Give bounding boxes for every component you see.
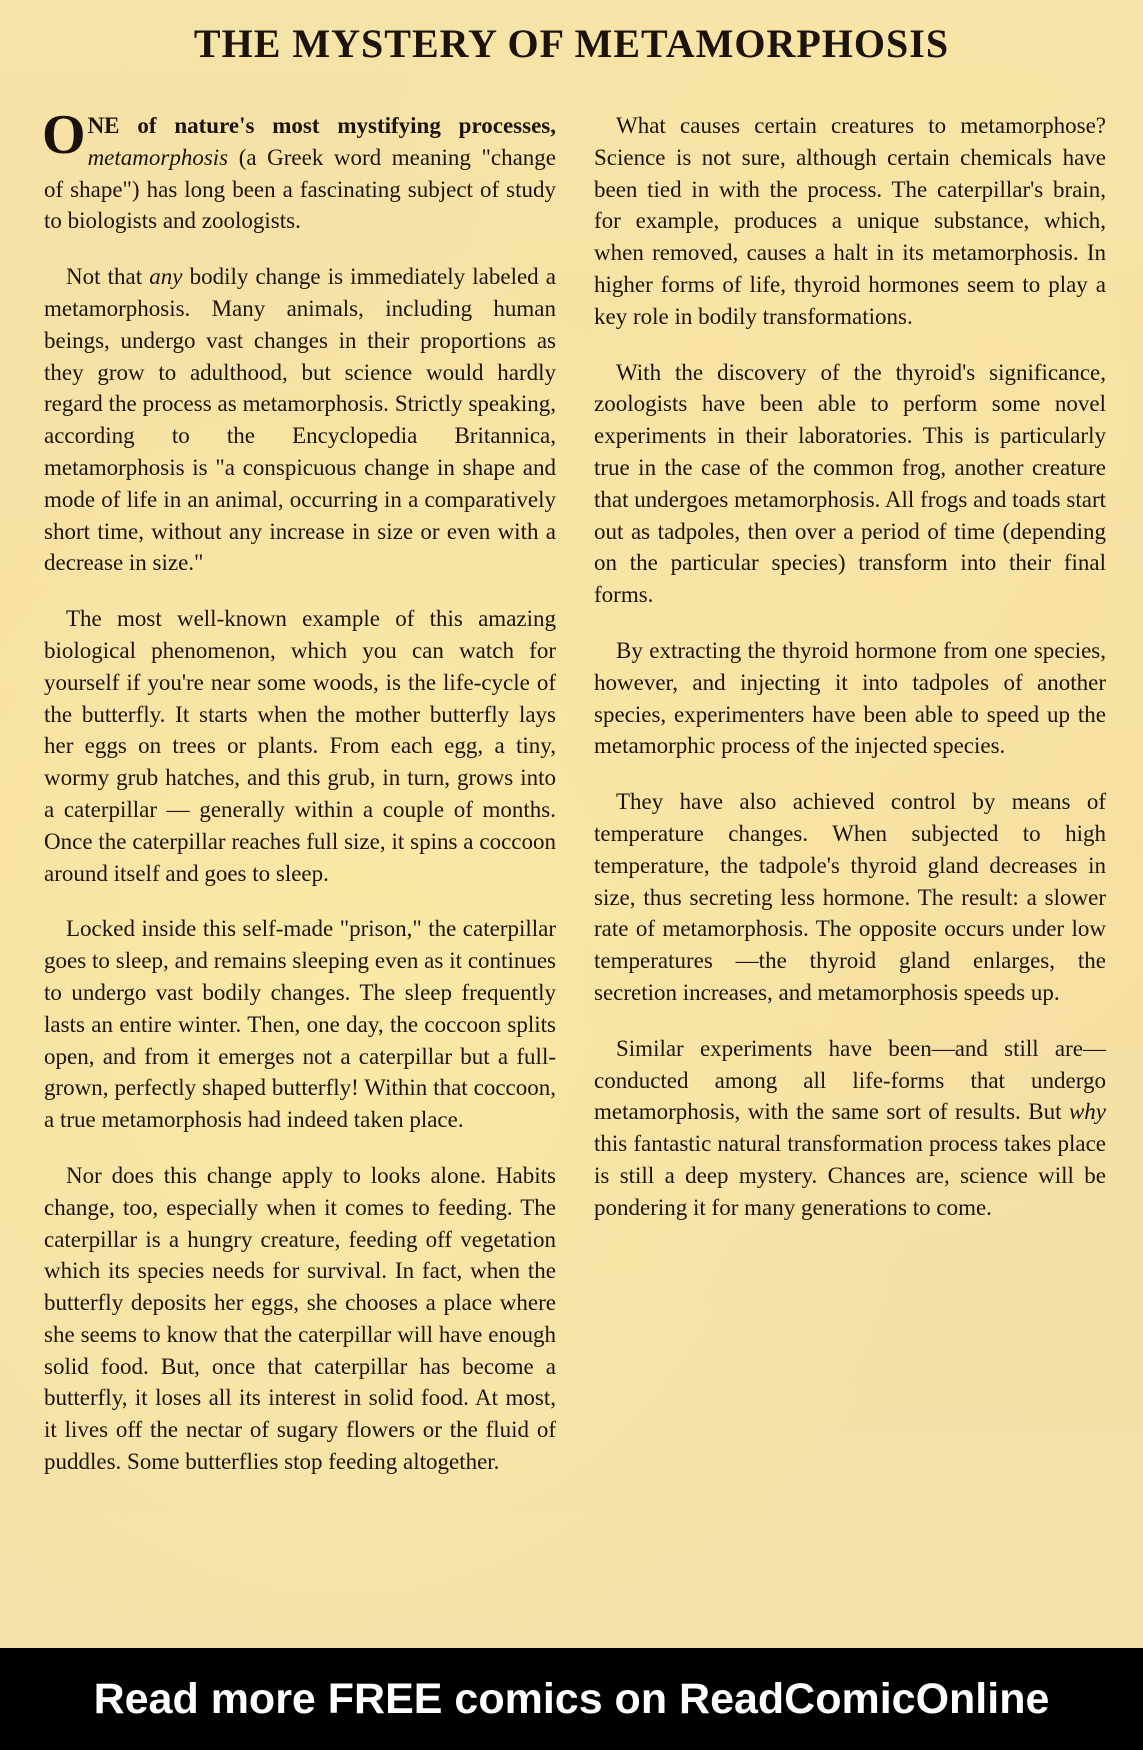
paragraph-text: (a Greek word meaning "change of shape") has long been a fascinating subject of study to biologists and zoologists.: [44, 144, 556, 234]
article-paragraph: They have also achieved control by means of temperature changes. When subjected to high temperature, the tadpole's thyroid gland decreases in size, thus secreting less hormone. The result: a slower rate of metamorphosis. The opposite occurs under low temperatures —the thyroid gland enlarges, the secretion increases, and metamorphosis speeds up.: [594, 789, 1106, 1005]
paragraph-text: this fantastic natural transformation process takes place is still a deep mystery. Chances are, science will be pondering it for many generations to come.: [594, 1131, 1106, 1220]
article-paragraph: [594, 1033, 1106, 1224]
promo-banner[interactable]: [0, 1648, 1143, 1750]
paragraph-text: Similar experiments have been—and still are—conducted among all life-forms that undergo metamorphosis, with the same sort of results. But: [594, 1035, 1106, 1125]
emphasis-text: any: [149, 264, 183, 290]
paragraph-text: bodily change is immediately labeled a metamorphosis. Many animals, including human beings, undergo vast changes in their proportions as they grow to adulthood, but science would hardly regard the process as metamorphosis. Strictly speaking, according to the Encyclopedia Britannica, metamorphosis is "a conspicuous change in shape and mode of life in an animal, occurring in a comparatively short time, without any increase in size or even with a decrease in size.": [44, 264, 557, 576]
article-paragraph: With the discovery of the thyroid's significance, zoologists have been able to perform some novel experiments in their laboratories. This is particularly true in the case of the common frog, another creature that undergoes metamorphosis. All frogs and toads start out as tadpoles, then over a period of time (depending on the particular species) transform into their final forms.: [594, 359, 1106, 608]
article-paragraph: By extracting the thyroid hormone from one species, however, and injecting it into tadpoles of another species, experimenters have been able to speed up the metamorphic process of the injected species.: [594, 637, 1106, 759]
promo-banner-text[interactable]: Read more FREE comics on ReadComicOnline: [93, 1674, 1050, 1723]
article-paragraph: The most well-known example of this amazing biological phenomenon, which you can watch for yourself if you're near some woods, is the life-cycle of the butterfly. It starts when the mother butterfly lays her eggs on trees or plants. From each egg, a tiny, wormy grub hatches, and this grub, in turn, grows into a caterpillar — generally within a couple of months. Once the caterpillar reaches full size, it spins a coccoon around itself and goes to sleep.: [44, 606, 556, 886]
emphasis-text: why: [1068, 1099, 1106, 1125]
paragraph-text: Not that: [66, 264, 143, 290]
drop-cap: O: [42, 104, 86, 166]
article-paragraph: [44, 261, 556, 579]
page-title: THE MYSTERY OF METAMORPHOSIS: [193, 21, 950, 66]
article-paragraph: Locked inside this self-made "prison," the caterpillar goes to sleep, and remains sleeping even as it continues to undergo vast bodily changes. The sleep frequently lasts an entire winter. Then, one day, the coccoon splits open, and from it emerges not a caterpillar but a full-grown, perfectly shaped butterfly! Within that coccoon, a true metamorphosis had indeed taken place.: [44, 916, 556, 1133]
article-column-right: [594, 110, 1106, 1248]
article-column-left: [42, 104, 557, 1648]
article-paragraph: [42, 104, 556, 237]
paragraph-lead: NE of nature's most mystifying processes,: [87, 113, 556, 138]
emphasis-text: metamorphosis: [87, 144, 229, 170]
article-paragraph: What causes certain creatures to metamorphose? Science is not sure, although certain chemicals have been tied in with the process. The caterpillar's brain, for example, produces a unique substance, which, when removed, causes a halt in its metamorphosis. In higher forms of life, thyroid hormones seem to play a key role in bodily transformations.: [594, 113, 1106, 329]
article-paragraph-continued: Nor does this change apply to looks alone. Habits change, too, especially when it comes to feeding. The caterpillar is a hungry creature, feeding off vegetation which its species needs for survival. In fact, when the butterfly deposits her eggs, she chooses a place where she seems to know that the caterpillar will have enough solid food. But, once that caterpillar has become a butterfly, it loses all its interest in solid food. At most, it lives off the nectar of sugary flowers or the fluid of puddles. Some butterflies stop feeding altogether.: [44, 1162, 556, 1475]
